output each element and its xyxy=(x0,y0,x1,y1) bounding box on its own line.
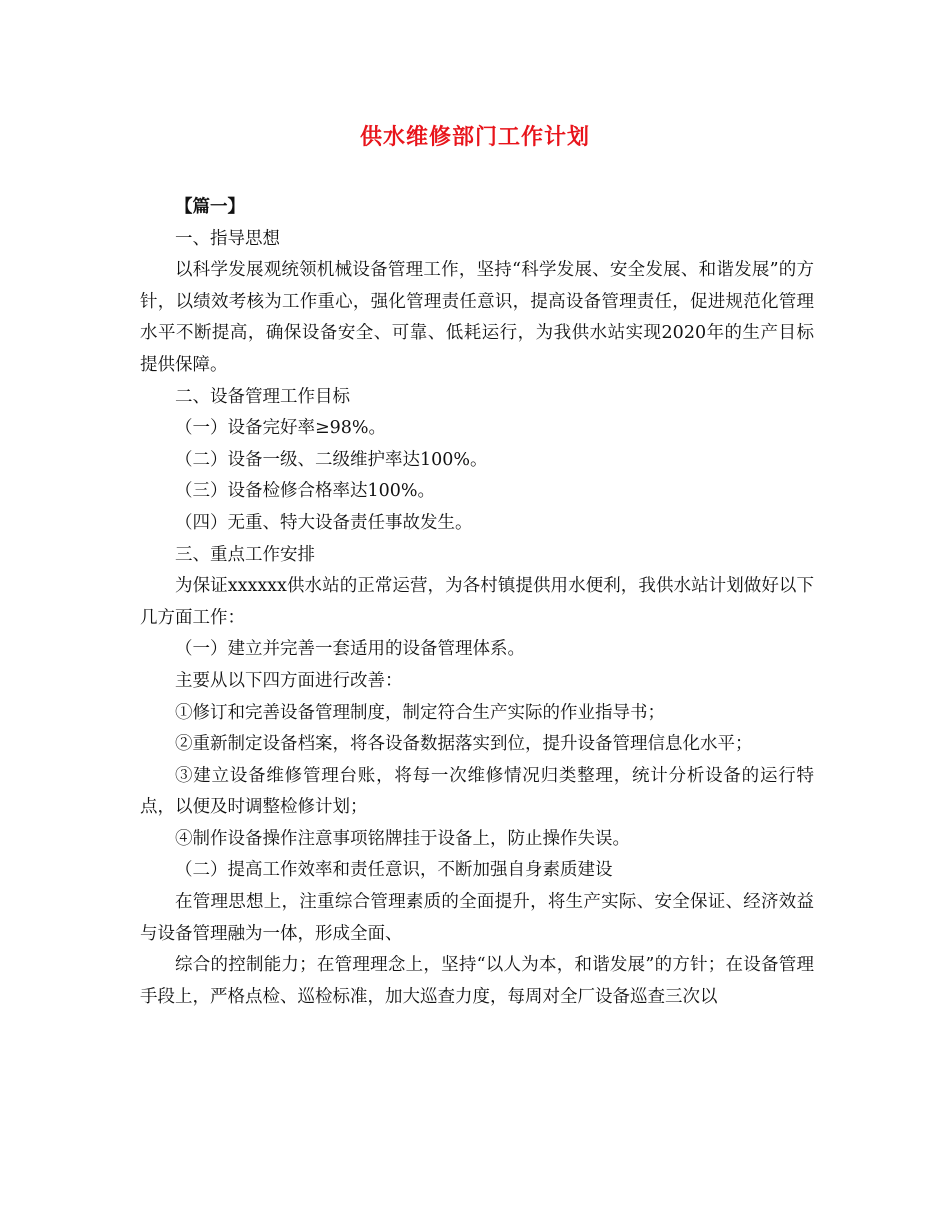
document-body xyxy=(140,192,814,1013)
goal-item: （二）设备一级、二级维护率达100%。 xyxy=(175,449,488,470)
paragraph: 在管理思想上，注重综合管理素质的全面提升，将生产实际、安全保证、经济效益与设备管理融为一体，形成全面、 xyxy=(140,892,814,944)
goal-item: （三）设备检修合格率达100%。 xyxy=(175,481,436,502)
document-title: 供水维修部门工作计划 xyxy=(359,124,590,150)
section-heading: 【篇一】 xyxy=(175,197,245,217)
list-item: ③建立设备维修管理台账，将每一次维修情况归类整理，统计分析设备的运行特点，以便及时调整检修计划； xyxy=(140,765,814,818)
heading-management-goals: 二、设备管理工作目标 xyxy=(175,386,350,407)
list-item: ①修订和完善设备管理制度，制定符合生产实际的作业指导书； xyxy=(175,702,665,723)
paragraph: 以科学发展观统领机械设备管理工作，坚持“科学发展、安全发展、和谐发展”的方针，以绩效考核为工作重心，强化管理责任意识，提高设备管理责任，促进规范化管理水平不断提高，确保设备安全、可靠、低耗运行，为我供水站实现2020年的生产目标提供保障。 xyxy=(140,260,814,375)
goal-item: （四）无重、特大设备责任事故发生。 xyxy=(175,512,473,533)
subheading: （一）建立并完善一套适用的设备管理体系。 xyxy=(175,639,525,660)
paragraph: 为保证xxxxxx供水站的正常运营，为各村镇提供用水便利，我供水站计划做好以下几方面工作： xyxy=(140,576,814,628)
heading-key-work: 三、重点工作安排 xyxy=(175,544,315,565)
paragraph: 主要从以下四方面进行改善： xyxy=(175,670,403,691)
paragraph: 综合的控制能力；在管理理念上，坚持“以人为本，和谐发展”的方针；在设备管理手段上，严格点检、巡检标准，加大巡查力度，每周对全厂设备巡查三次以 xyxy=(140,955,814,1007)
goal-item: （一）设备完好率≥98%。 xyxy=(175,418,387,439)
heading-guiding-ideology: 一、指导思想 xyxy=(175,228,280,249)
list-item: ④制作设备操作注意事项铭牌挂于设备上，防止操作失误。 xyxy=(175,828,630,849)
list-item: ②重新制定设备档案，将各设备数据落实到位，提升设备管理信息化水平； xyxy=(175,734,753,755)
subheading: （二）提高工作效率和责任意识，不断加强自身素质建设 xyxy=(175,860,613,881)
